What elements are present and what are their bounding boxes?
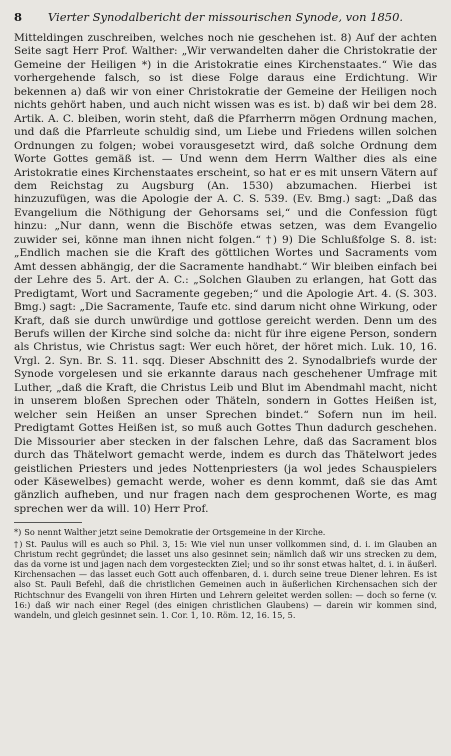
footnote-separator — [14, 522, 82, 523]
footnote-1 — [14, 527, 437, 537]
footnotes — [14, 527, 437, 620]
footnote-2 — [14, 539, 437, 621]
running-title: Vierter Synodalbericht der missourischen Synode, von 1850. — [47, 10, 404, 24]
page-header — [14, 6, 437, 28]
body-paragraph: Mitteldingen zuschreiben, welches noch nie geschehen ist. 8) Auf der achten Seite sagt Herr Prof. Walther: „Wir verwandelten daher die Christokratie der Gemeine der Heiligen *) in die Aristokratie eines Kirchenstaates.“ Wie das vorhergehende falsch, so ist diese Folge daraus eine Erdichtung. Wir bekennen a) daß wir von einer Christokratie der Gemeine der Heiligen noch nichts gehört haben, und auch nicht wissen was es ist. b) daß wir bei dem 28. Artik. A. C. bleiben, worin steht, daß die Pfarrherrn mögen Ordnung machen, und daß die Pfarrleute schuldig sind, um Liebe und Friedens willen solchen Ordnungen zu folgen; wobei vorausgesetzt wird, daß solche Ordnung dem Worte Gottes gemäß ist. — Und wenn dem Herrn Walther dies als eine Aristokratie eines Kirchenstaates erscheint, so hat er es mit unsern Vätern auf dem Reichstag zu Augsburg (An. 1530) abzumachen. Hierbei ist hinzuzufügen, was die Apologie der A. C. S. 539. (Ev. Bmg.) sagt: „Daß das Evangelium die Nöthigung der Gehorsams sei,“ und die Confession fügt hinzu: „Nur dann, wenn die Bischöfe etwas setzen, was dem Evangelio zuwider sei, könne man ihnen nicht folgen.“ †) 9) Die Schlußfolge S. 8. ist: „Endlich machen sie die Kraft des göttlichen Wortes und Sacraments vom Amt dessen abhängig, der die Sacramente handhabt.“ Wir bleiben einfach bei der Lehre des 5. Art. der A. C.: „Solchen Glauben zu erlangen, hat Gott das Predigtamt, Wort und Sacramente gegeben;“ und die Apologie Art. 4. (S. 303. Bmg.) sagt: „Die Sacramente, Taufe etc. sind darum nicht ohne Wirkung, oder Kraft, daß sie durch unwürdige und gottlose gereicht werden. Denn um des Berufs willen der Kirche sind solche da: nicht für ihre eigene Person, sondern als Christus, wie Christus sagt: Wer euch höret, der höret mich. Luk. 10, 16. Vrgl. 2. Syn. Br. S. 11. sqq. Dieser Abschnitt des 2. Synodalbriefs wurde der Synode vorgelesen und sie erkannte daraus nach geschehener Umfrage mit Luther, „daß die Kraft, die Christus Leib und Blut im Abendmahl macht, nicht in unserem bloßen Sprechen oder Thäteln, sondern in Gottes Heißen ist, welcher sein Heißen an unser Sprechen bindet.“ Sofern nun im heil. Predigtamt Gottes Heißen ist, so muß auch Gottes Thun dadurch geschehen. Die Missourier aber stecken in der falschen Lehre, daß das Sacrament blos durch das Thätelwort gemacht werde, indem es durch das Thätelwort jedes geistlichen Priesters und jedes Nottenpriesters (ja wol jedes Schauspielers oder Käsewelbes) gemacht werde, woher es denn kommt, daß sie das Amt gänzlich aufheben, und nur fragen nach dem gesprochenen Worte, es mag sprechen wer da will. 10) Herr Prof. — [14, 32, 437, 515]
footnote-1-text: So nennt Walther jetzt seine Demokratie der Ortsgemeine in der Kirche. — [24, 527, 326, 538]
footnote-1-mark: *) — [14, 527, 22, 538]
footnote-2-text: St. Paulus will es auch so Phil. 3, 15: Wie viel nun unser vollkommen sind, d. i. im Glauben an Christum recht gegründet; die lasset uns also gesinnet sein; nämlich daß wir uns strecken zu dem, das da vorne ist und jagen nach dem vorgesteckten Ziel; und so ihr sonst etwas haltet, d. i. in äußerl. Kirchensachen — das lasset euch Gott auch offenbaren, d. i. durch seine treue Diener lehren. Es ist also St. Pauli Befehl, daß die christlichen Gemeinen auch in äußerlichen Kirchensachen sich der Richtschnur des Evangelii von ihren Hirten und Lehrern geleitet werden sollen: — doch so ferne (v. 16:) daß wir nach einer Regel (des einigen christlichen Glaubens) — darein wir kommen sind, wandeln, und gleich gesinnet sein. 1. Cor. 1, 10. Röm. 12, 16. 15, 5. — [14, 538, 437, 620]
footnote-2-mark: †) — [14, 538, 23, 549]
page-number: 8 — [14, 10, 23, 24]
main-body-text — [14, 32, 437, 516]
